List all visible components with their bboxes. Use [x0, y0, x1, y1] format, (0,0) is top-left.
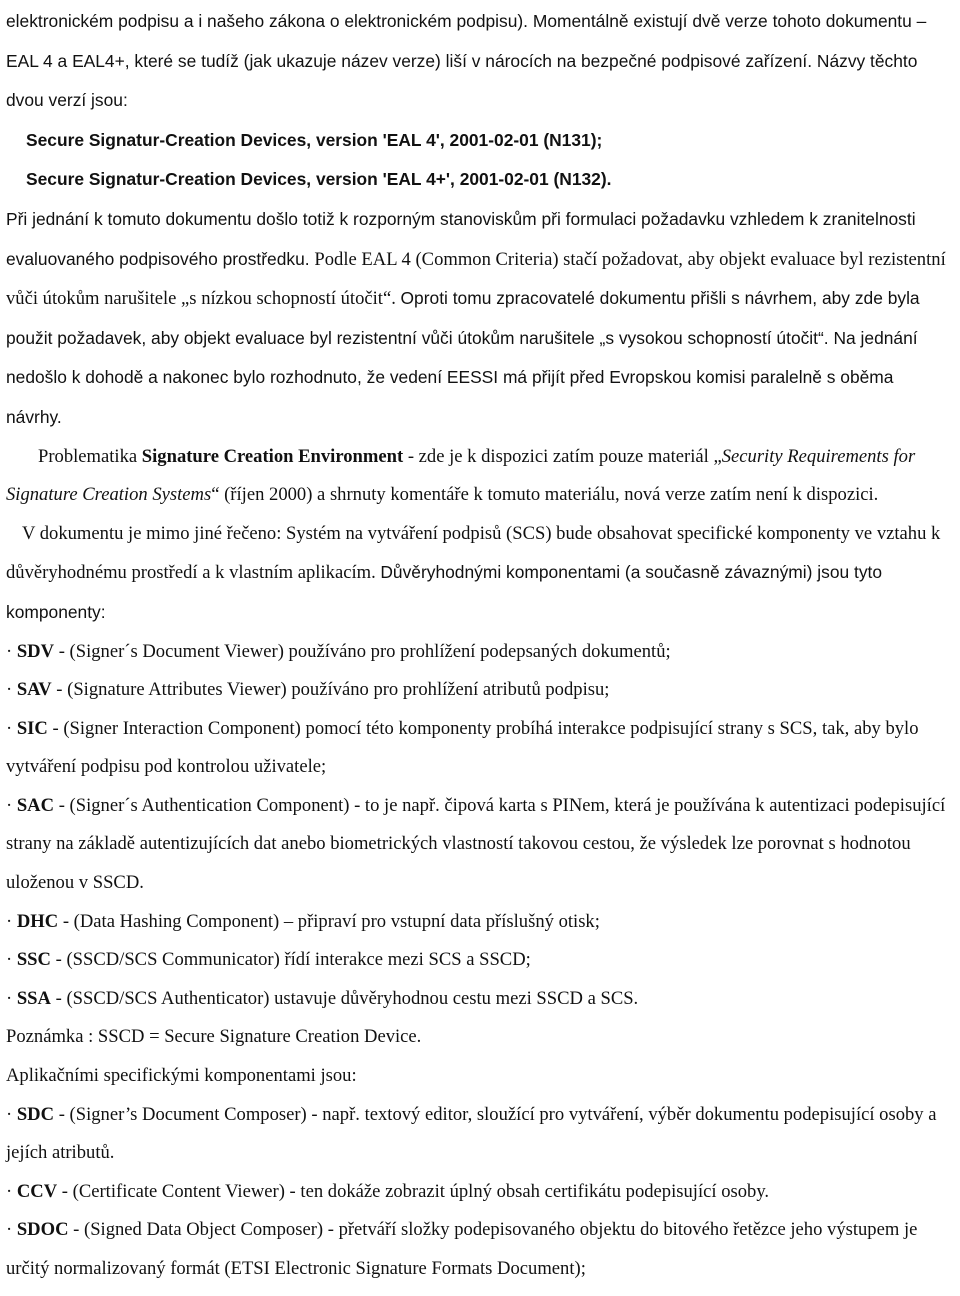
paragraph-text: Názvy těchto dvou verzí jsou:	[6, 50, 918, 111]
paragraph-text: Problematika	[38, 445, 142, 467]
bullet: ·	[6, 679, 17, 701]
paragraph-text: elektronickém podpisu a i našeho zákona o elektronickém podpisu). Momentálně existují dvě verze tohoto dokumentu – EAL 4 a EAL4+, které se tudíž (jak ukazuje název verze) liší v nárocích na bezpečné podpisové zařízení.	[6, 11, 927, 71]
bullet: ·	[6, 1103, 17, 1125]
paragraph-text: Oproti tomu zpracovatelé dokumentu přišli s návrhem, aby zde byla použit požadavek, aby objekt evaluace byl rezistentní vůči útokům narušitele „s vysokou schopností útočit“.	[6, 288, 920, 348]
note-text: Poznámka : SSCD = Secure Signature Creation Device.	[6, 1026, 422, 1048]
version-name	[26, 121, 954, 161]
component-abbreviation: CCV	[16, 1180, 58, 1202]
component-abbreviation: SSC	[16, 949, 51, 971]
bullet: ·	[6, 640, 17, 662]
list-item	[6, 633, 954, 672]
component-description: - (SSCD/SCS Communicator) řídí interakce mezi SCS a SSCD;	[50, 949, 531, 971]
list-item	[6, 903, 954, 942]
component-abbreviation: SSA	[16, 987, 51, 1009]
component-description: - (Certificate Content Viewer) - ten dokáže zobrazit úplný obsah certifikátu podepisující osoby.	[57, 1180, 770, 1202]
component-description: - (Data Hashing Component) – připraví pro vstupní data příslušný otisk;	[58, 910, 600, 932]
paragraph-text: Na jednání nedošlo k dohodě a nakonec bylo rozhodnuto, že vedení EESSI má přijít před Evropskou komisi paralelně s oběma návrhy.	[6, 327, 918, 427]
bullet: ·	[6, 1180, 17, 1202]
component-abbreviation: DHC	[16, 910, 59, 932]
paragraph-negotiation	[6, 200, 954, 438]
list-item	[6, 980, 954, 1019]
paragraph-text: Při jednání k tomuto dokumentu došlo totiž k rozporným stanoviskům při formulaci požadavku vzhledem k zranitelnosti evaluovaného podpisového prostředku.	[6, 208, 916, 269]
component-abbreviation: SAV	[16, 679, 52, 701]
list-item	[6, 710, 954, 787]
component-abbreviation: SIC	[16, 717, 48, 739]
app-components-heading	[6, 1057, 954, 1096]
list-item	[6, 787, 954, 903]
italic-title: Security Requirements for Signature Creation Systems	[6, 445, 916, 506]
list-item	[6, 1173, 954, 1212]
component-abbreviation: SDV	[16, 640, 55, 662]
component-description: - (Signer Interaction Component) pomocí této komponenty probíhá interakce podpisující strany s SCS, tak, aby bylo vytváření podpisu pod kontrolou uživatele;	[6, 717, 919, 778]
component-abbreviation: SAC	[16, 794, 55, 816]
version-name	[26, 160, 954, 200]
paragraph-scs	[6, 515, 954, 633]
paragraph-text: Podle EAL 4 (Common Criteria) stačí požadovat, aby objekt evaluace byl rezistentní vůči útokům narušitele „s nízkou schopností útočit“.	[6, 248, 946, 310]
component-description: - (Signer´s Authentication Component) - to je např. čipová karta s PINem, která je používána k autentizaci podepisující strany na základě autentizujících dat anebo biometrických vlastností takovou cestou, že výsledek lze porovnat s hodnotou uloženou v SSCD.	[6, 794, 946, 894]
version-name-text: Secure Signatur-Creation Devices, version 'EAL 4', 2001-02-01 (N131);	[26, 129, 603, 150]
component-description: - (Signature Attributes Viewer) používáno pro prohlížení atributů podpisu;	[51, 679, 610, 701]
list-item	[6, 1096, 954, 1173]
component-abbreviation: SDOC	[16, 1219, 69, 1241]
paragraph-text: V dokumentu je mimo jiné řečeno: Systém na vytváření podpisů (SCS) bude obsahovat specifické komponenty ve vztahu k důvěryhodnému prostředí a k vlastním aplikacím.	[6, 522, 941, 584]
trusted-components-list	[6, 633, 954, 1019]
component-description: - (SSCD/SCS Authenticator) ustavuje důvěryhodnou cestu mezi SSCD a SCS.	[50, 987, 639, 1009]
list-item	[6, 941, 954, 980]
note	[6, 1018, 954, 1057]
heading-text: Aplikačními specifickými komponentami jsou:	[6, 1065, 357, 1087]
bullet: ·	[6, 794, 17, 816]
bold-term: Signature Creation Environment	[141, 445, 404, 467]
component-abbreviation: SDC	[16, 1103, 55, 1125]
bullet: ·	[6, 910, 17, 932]
application-components-list	[6, 1096, 954, 1289]
list-item	[6, 1211, 954, 1288]
list-item	[6, 671, 954, 710]
bullet: ·	[6, 1219, 17, 1241]
version-name-text: Secure Signatur-Creation Devices, version 'EAL 4+', 2001-02-01 (N132).	[26, 169, 612, 190]
paragraph-text: “ (říjen 2000) a shrnuty komentáře k tomuto materiálu, nová verze zatím není k dispozici.	[211, 484, 879, 506]
component-description: - (Signer´s Document Viewer) používáno pro prohlížení podepsaných dokumentů;	[54, 640, 671, 662]
bullet: ·	[6, 717, 17, 739]
paragraph-eal-versions	[6, 2, 954, 121]
paragraph-text: Důvěryhodnými komponentami (a současně závaznými) jsou tyto komponenty:	[6, 562, 883, 622]
paragraph-text: - zde je k dispozici zatím pouze materiál „	[403, 445, 722, 467]
bullet: ·	[6, 949, 17, 971]
component-description: - (Signed Data Object Composer) - přetváří složky podepisovaného objektu do bitového řetězce jeho výstupem je určitý normalizovaný formát (ETSI Electronic Signature Formats Document);	[6, 1219, 918, 1279]
bullet: ·	[6, 987, 17, 1009]
paragraph-sce	[6, 438, 954, 515]
component-description: - (Signer’s Document Composer) - např. textový editor, sloužící pro vytváření, výběr dokumentu podepisující osoby a jejích atributů.	[6, 1103, 937, 1164]
